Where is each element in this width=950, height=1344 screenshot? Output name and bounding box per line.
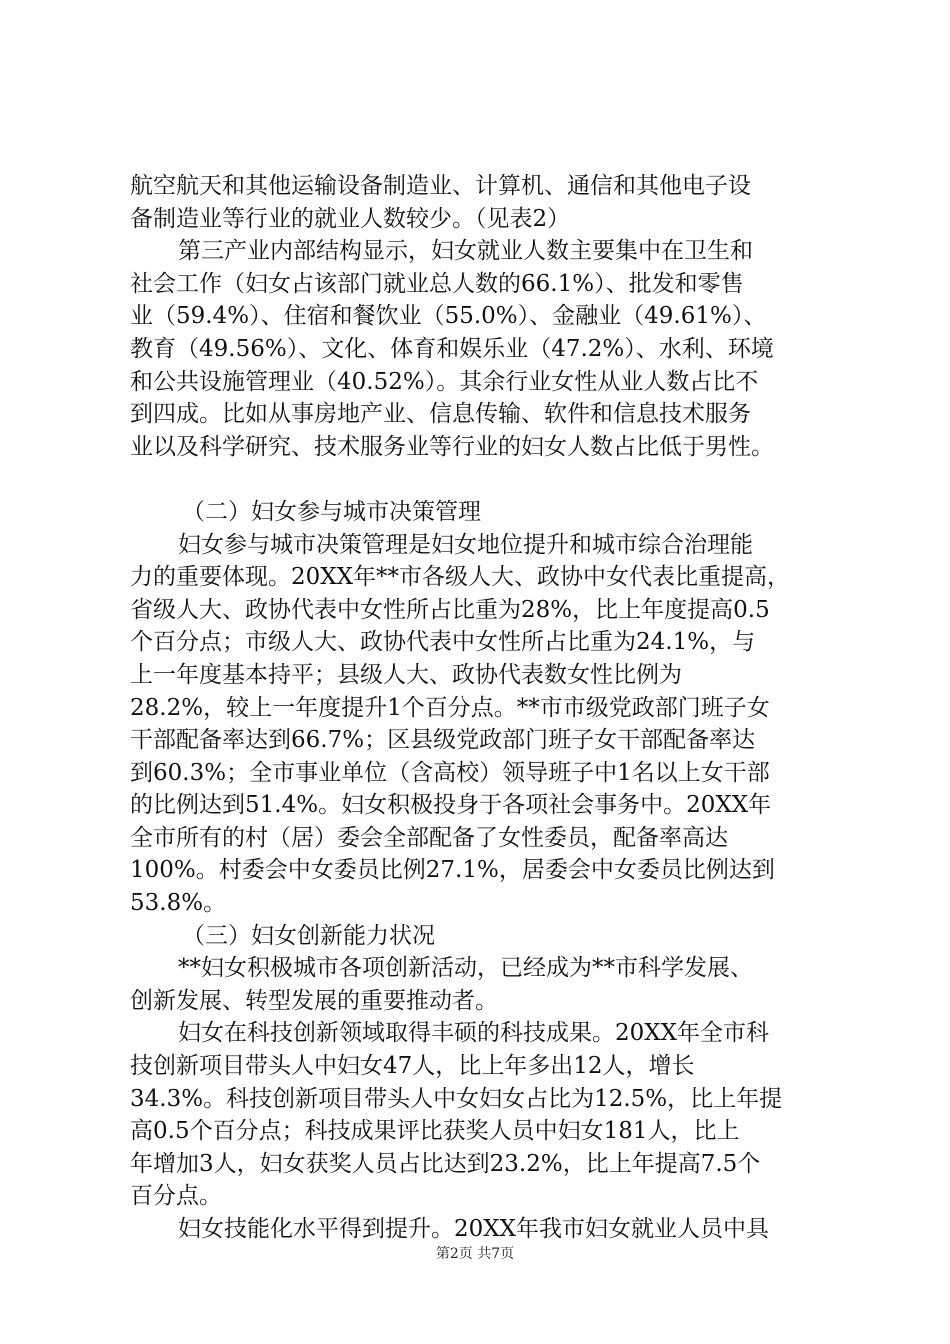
text-line: 妇女参与城市决策管理是妇女地位提升和城市综合治理能	[178, 531, 753, 558]
text-line: 到四成。比如从事房地产业、信息传输、软件和信息技术服务	[130, 401, 751, 428]
paragraph-manufacturing	[130, 170, 830, 235]
text-line: **妇女积极城市各项创新活动，已经成为**市科学发展、	[178, 955, 753, 982]
text-line: 业以及科学研究、技术服务业等行业的妇女人数占比低于男性。	[130, 433, 774, 460]
paragraph-innovation-intro	[130, 952, 830, 1017]
text-line: 个百分点；市级人大、政协代表中女性所占比重为24.1%，与	[130, 629, 756, 656]
paragraph-decision-making	[130, 529, 830, 920]
text-line: 干部配备率达到66.7%；区县级党政部门班子女干部配备率达	[130, 727, 756, 754]
text-line: 妇女在科技创新领域取得丰硕的科技成果。20XX年全市科	[178, 1020, 770, 1047]
text-line: 力的重要体现。20XX年**市各级人大、政协中女代表比重提高，	[130, 564, 791, 591]
paragraph-tech-achievements	[130, 1017, 830, 1213]
text-line: 53.8%。	[130, 890, 227, 917]
document-body	[130, 170, 830, 1246]
text-line: 教育（49.56%）、文化、体育和娱乐业（47.2%）、水利、环境	[130, 335, 774, 362]
paragraph-skills	[130, 1213, 830, 1246]
text-line: 百分点。	[130, 1183, 222, 1210]
text-line: 创新发展、转型发展的重要推动者。	[130, 987, 498, 1014]
text-line: 28.2%，较上一年度提升1个百分点。**市市级党政部门班子女	[130, 694, 770, 721]
text-line: 34.3%。科技创新项目带头人中女妇女占比为12.5%，比上年提	[130, 1085, 783, 1112]
section-heading: （三）妇女创新能力状况	[182, 922, 435, 949]
text-line: 上一年度基本持平；县级人大、政协代表数女性比例为	[130, 661, 682, 688]
text-line: 和公共设施管理业（40.52%）。其余行业女性从业人数占比不	[130, 368, 759, 395]
text-line: 的比例达到51.4%。妇女积极投身于各项社会事务中。20XX年	[130, 792, 772, 819]
text-line: 第三产业内部结构显示，妇女就业人数主要集中在卫生和	[178, 238, 753, 265]
text-line: 妇女技能化水平得到提升。20XX年我市妇女就业人员中具	[178, 1216, 770, 1242]
text-line: 省级人大、政协代表中女性所占比重为28%，比上年度提高0.5	[130, 596, 770, 623]
blank-line	[130, 463, 830, 496]
text-line: 全市所有的村（居）委会全部配备了女性委员，配备率高达	[130, 824, 728, 851]
page-number-footer: 第2页 共7页	[435, 1246, 515, 1262]
text-line: 年增加3人，妇女获奖人员占比达到23.2%，比上年提高7.5个	[130, 1150, 761, 1177]
text-line: 航空航天和其他运输设备制造业、计算机、通信和其他电子设	[130, 173, 751, 199]
text-line: 技创新项目带头人中妇女47人，比上年多出12人，增长	[130, 1053, 695, 1080]
text-line: 备制造业等行业的就业人数较少。（见表2）	[130, 205, 571, 232]
text-line: 业（59.4%）、住宿和餐饮业（55.0%）、金融业（49.61%）、	[130, 303, 767, 330]
text-line: 到60.3%；全市事业单位（含高校）领导班子中1名以上女干部	[130, 759, 770, 786]
text-line: 社会工作（妇女占该部门就业总人数的66.1%）、批发和零售	[130, 270, 744, 297]
section-heading: （二）妇女参与城市决策管理	[182, 498, 481, 525]
text-line: 100%。村委会中女委员比例27.1%，居委会中女委员比例达到	[130, 857, 775, 884]
text-line: 高0.5个百分点；科技成果评比获奖人员中妇女181人，比上	[130, 1118, 740, 1145]
paragraph-tertiary-industry	[130, 235, 830, 463]
